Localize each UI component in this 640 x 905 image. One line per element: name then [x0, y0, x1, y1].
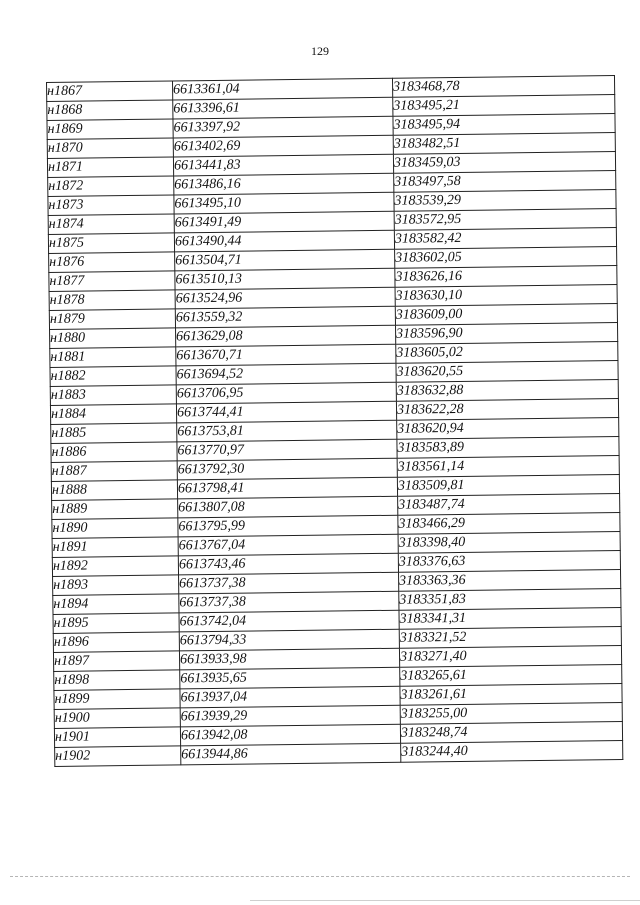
y-coordinate-cell: 3183632,88 — [396, 380, 618, 402]
point-id-cell: н1870 — [47, 138, 173, 159]
x-coordinate-cell: 6613939,29 — [180, 705, 400, 727]
y-coordinate-cell: 3183620,94 — [397, 418, 619, 440]
y-coordinate-cell: 3183561,14 — [397, 456, 619, 478]
x-coordinate-cell: 6613744,41 — [176, 401, 396, 423]
point-id-cell: н1886 — [51, 442, 177, 463]
x-coordinate-cell: 6613629,08 — [176, 325, 396, 347]
x-coordinate-cell: 6613397,92 — [173, 116, 393, 138]
point-id-cell: н1880 — [50, 328, 176, 349]
x-coordinate-cell: 6613937,04 — [180, 686, 400, 708]
y-coordinate-cell: 3183626,16 — [395, 266, 617, 288]
y-coordinate-cell: 3183620,55 — [396, 361, 618, 383]
point-id-cell: н1883 — [50, 385, 176, 406]
point-id-cell: н1898 — [54, 670, 180, 691]
point-id-cell: н1885 — [51, 423, 177, 444]
x-coordinate-cell: 6613935,65 — [180, 667, 400, 689]
y-coordinate-cell: 3183583,89 — [397, 437, 619, 459]
coordinates-table-wrapper — [46, 75, 622, 767]
y-coordinate-cell: 3183482,51 — [393, 133, 615, 155]
y-coordinate-cell: 3183466,29 — [398, 513, 620, 535]
point-id-cell: н1897 — [53, 651, 179, 672]
x-coordinate-cell: 6613706,95 — [176, 382, 396, 404]
y-coordinate-cell: 3183596,90 — [395, 323, 617, 345]
point-id-cell: н1893 — [53, 575, 179, 596]
scan-artifact-line — [10, 876, 630, 877]
point-id-cell: н1875 — [48, 233, 174, 254]
point-id-cell: н1895 — [53, 613, 179, 634]
y-coordinate-cell: 3183468,78 — [392, 76, 614, 98]
x-coordinate-cell: 6613807,08 — [178, 496, 398, 518]
y-coordinate-cell: 3183495,21 — [393, 95, 615, 117]
y-coordinate-cell: 3183265,61 — [400, 665, 622, 687]
point-id-cell: н1871 — [47, 157, 173, 178]
x-coordinate-cell: 6613490,44 — [174, 230, 394, 252]
y-coordinate-cell: 3183572,95 — [394, 209, 616, 231]
page-number: 129 — [311, 44, 329, 58]
x-coordinate-cell: 6613767,04 — [178, 534, 398, 556]
point-id-cell: н1902 — [55, 746, 181, 767]
x-coordinate-cell: 6613524,96 — [175, 287, 395, 309]
point-id-cell: н1878 — [49, 290, 175, 311]
y-coordinate-cell: 3183582,42 — [394, 228, 616, 250]
y-coordinate-cell: 3183248,74 — [400, 722, 622, 744]
point-id-cell: н1899 — [54, 689, 180, 710]
x-coordinate-cell: 6613396,61 — [173, 97, 393, 119]
x-coordinate-cell: 6613441,83 — [173, 154, 393, 176]
point-id-cell: н1867 — [47, 81, 173, 102]
y-coordinate-cell: 3183255,00 — [400, 703, 622, 725]
point-id-cell: н1889 — [52, 499, 178, 520]
y-coordinate-cell: 3183398,40 — [398, 532, 620, 554]
x-coordinate-cell: 6613495,10 — [174, 192, 394, 214]
x-coordinate-cell: 6613737,38 — [179, 572, 399, 594]
y-coordinate-cell: 3183363,36 — [399, 570, 621, 592]
y-coordinate-cell: 3183261,61 — [400, 684, 622, 706]
y-coordinate-cell: 3183341,31 — [399, 608, 621, 630]
y-coordinate-cell: 3183497,58 — [394, 171, 616, 193]
y-coordinate-cell: 3183539,29 — [394, 190, 616, 212]
x-coordinate-cell: 6613742,04 — [179, 610, 399, 632]
x-coordinate-cell: 6613491,49 — [174, 211, 394, 233]
point-id-cell: н1879 — [49, 309, 175, 330]
coordinates-table — [46, 75, 623, 767]
point-id-cell: н1877 — [49, 271, 175, 292]
y-coordinate-cell: 3183271,40 — [399, 646, 621, 668]
x-coordinate-cell: 6613753,81 — [177, 420, 397, 442]
x-coordinate-cell: 6613694,52 — [176, 363, 396, 385]
point-id-cell: н1890 — [52, 518, 178, 539]
x-coordinate-cell: 6613402,69 — [173, 135, 393, 157]
point-id-cell: н1901 — [54, 727, 180, 748]
point-id-cell: н1887 — [51, 461, 177, 482]
x-coordinate-cell: 6613798,41 — [177, 477, 397, 499]
y-coordinate-cell: 3183495,94 — [393, 114, 615, 136]
x-coordinate-cell: 6613944,86 — [181, 743, 401, 765]
y-coordinate-cell: 3183487,74 — [398, 494, 620, 516]
x-coordinate-cell: 6613770,97 — [177, 439, 397, 461]
x-coordinate-cell: 6613510,13 — [175, 268, 395, 290]
point-id-cell: н1868 — [47, 100, 173, 121]
x-coordinate-cell: 6613737,38 — [179, 591, 399, 613]
point-id-cell: н1892 — [52, 556, 178, 577]
y-coordinate-cell: 3183609,00 — [395, 304, 617, 326]
point-id-cell: н1896 — [53, 632, 179, 653]
x-coordinate-cell: 6613670,71 — [176, 344, 396, 366]
x-coordinate-cell: 6613743,46 — [178, 553, 398, 575]
y-coordinate-cell: 3183605,02 — [396, 342, 618, 364]
x-coordinate-cell: 6613794,33 — [179, 629, 399, 651]
point-id-cell: н1869 — [47, 119, 173, 140]
point-id-cell: н1882 — [50, 366, 176, 387]
x-coordinate-cell: 6613504,71 — [175, 249, 395, 271]
x-coordinate-cell: 6613486,16 — [174, 173, 394, 195]
x-coordinate-cell: 6613933,98 — [179, 648, 399, 670]
x-coordinate-cell: 6613792,30 — [177, 458, 397, 480]
y-coordinate-cell: 3183376,63 — [398, 551, 620, 573]
point-id-cell: н1888 — [51, 480, 177, 501]
point-id-cell: н1874 — [48, 214, 174, 235]
point-id-cell: н1881 — [50, 347, 176, 368]
y-coordinate-cell: 3183630,10 — [395, 285, 617, 307]
x-coordinate-cell: 6613559,32 — [175, 306, 395, 328]
y-coordinate-cell: 3183244,40 — [401, 741, 623, 763]
y-coordinate-cell: 3183602,05 — [395, 247, 617, 269]
point-id-cell: н1894 — [53, 594, 179, 615]
y-coordinate-cell: 3183622,28 — [396, 399, 618, 421]
point-id-cell: н1891 — [52, 537, 178, 558]
scan-artifact-line — [250, 900, 640, 901]
coordinates-table-body — [47, 76, 623, 767]
y-coordinate-cell: 3183509,81 — [397, 475, 619, 497]
x-coordinate-cell: 6613942,08 — [180, 724, 400, 746]
point-id-cell: н1876 — [49, 252, 175, 273]
point-id-cell: н1884 — [50, 404, 176, 425]
y-coordinate-cell: 3183321,52 — [399, 627, 621, 649]
point-id-cell: н1873 — [48, 195, 174, 216]
point-id-cell: н1872 — [48, 176, 174, 197]
x-coordinate-cell: 6613361,04 — [172, 78, 392, 100]
y-coordinate-cell: 3183351,83 — [399, 589, 621, 611]
point-id-cell: н1900 — [54, 708, 180, 729]
x-coordinate-cell: 6613795,99 — [178, 515, 398, 537]
y-coordinate-cell: 3183459,03 — [393, 152, 615, 174]
